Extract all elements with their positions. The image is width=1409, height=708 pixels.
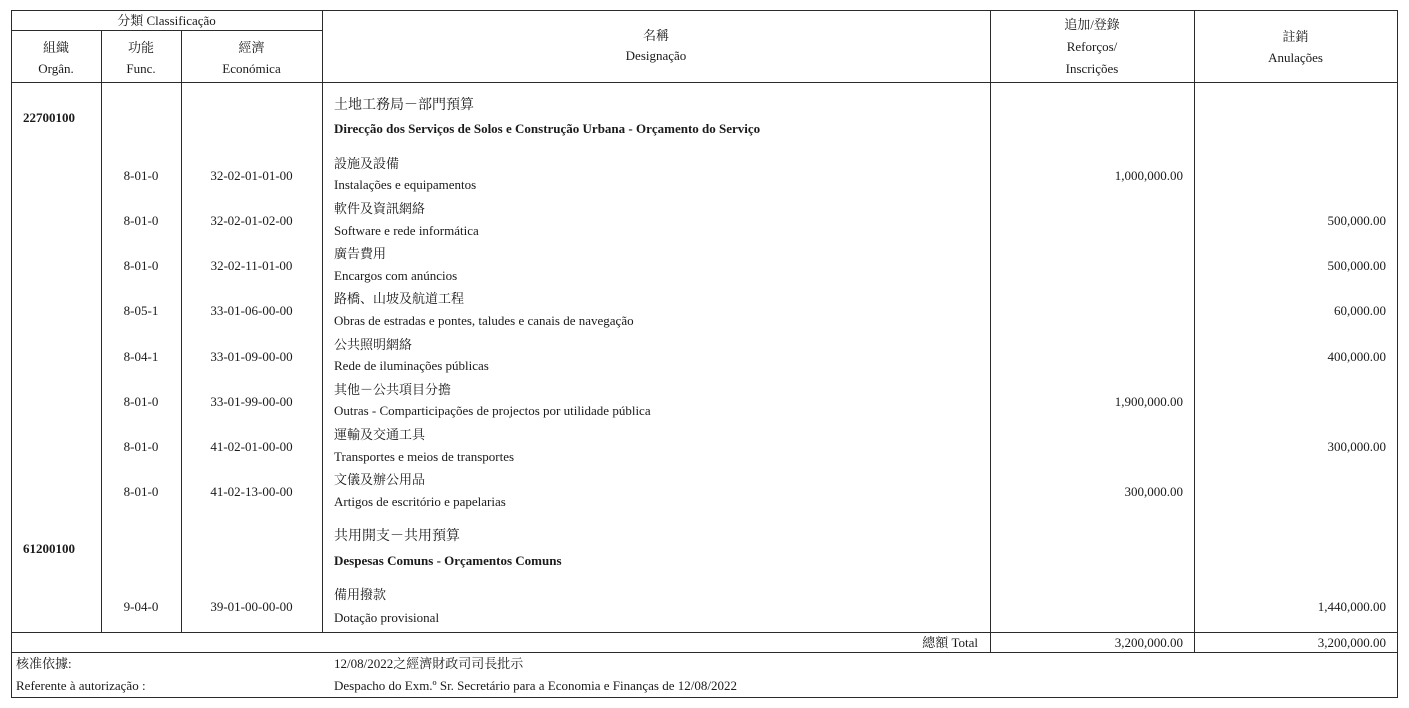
row-designation-pt: Dotação provisional	[334, 610, 440, 625]
section-title-zh: 共用開支－共用預算	[334, 529, 460, 544]
row-func-code: 8-01-0	[123, 394, 159, 409]
row-designation-pt: Rede de iluminações públicas	[334, 358, 489, 373]
row-designation-zh: 文儀及辦公用品	[334, 472, 426, 487]
header-functional-pt: Func.	[126, 61, 156, 76]
header-classification: 分類 Classificação	[117, 13, 216, 28]
row-annul-amount: 500,000.00	[1327, 258, 1386, 273]
row-econ-code: 32-02-01-01-00	[210, 168, 293, 183]
col-line-econ	[322, 10, 323, 633]
row-func-code: 8-04-1	[123, 349, 159, 364]
header-annul-zh: 註銷	[1282, 29, 1309, 44]
row-designation-pt: Transportes e meios de transportes	[334, 449, 515, 464]
row-designation-zh: 公共照明網絡	[334, 337, 413, 352]
body-bottom-line	[11, 632, 1398, 633]
section-org-code: 22700100	[23, 110, 75, 125]
header-annul-pt: Anulações	[1268, 50, 1323, 65]
header-reinforce-pt2: Inscrições	[1065, 61, 1119, 76]
row-func-code: 8-01-0	[123, 484, 159, 499]
section-org-code: 61200100	[23, 541, 75, 556]
row-annul-amount: 500,000.00	[1327, 213, 1386, 228]
row-econ-code: 41-02-13-00-00	[210, 484, 293, 499]
header-designation-zh: 名稱	[642, 28, 669, 43]
row-annul-amount: 300,000.00	[1327, 439, 1386, 454]
header-functional-zh: 功能	[127, 40, 154, 55]
row-designation-pt: Software e rede informática	[334, 223, 479, 238]
header-organic-pt: Orgân.	[38, 61, 74, 76]
classification-underline	[11, 30, 322, 31]
row-designation-pt: Outras - Comparticipações de projectos por utilidade pública	[334, 403, 651, 418]
row-func-code: 8-01-0	[123, 258, 159, 273]
authorization-text-zh: 12/08/2022之經濟財政司司長批示	[334, 656, 524, 671]
total-annul-amount: 3,200,000.00	[1317, 635, 1386, 650]
row-econ-code: 33-01-09-00-00	[210, 349, 293, 364]
header-organic-zh: 組織	[42, 40, 69, 55]
header-reinforce-pt1: Reforços/	[1066, 39, 1118, 54]
col-line-org	[101, 30, 102, 633]
header-bottom-line	[11, 82, 1398, 83]
row-func-code: 8-01-0	[123, 439, 159, 454]
row-designation-zh: 路橋、山坡及航道工程	[334, 291, 465, 306]
col-line-func	[181, 30, 182, 633]
total-reinforce-amount: 3,200,000.00	[1114, 635, 1183, 650]
row-func-code: 8-01-0	[123, 213, 159, 228]
border-right	[1397, 10, 1398, 698]
border-top	[11, 10, 1398, 11]
row-reinforce-amount: 1,900,000.00	[1114, 394, 1183, 409]
authorization-text-pt: Despacho do Exm.º Sr. Secretário para a Economia e Finanças de 12/08/2022	[334, 678, 737, 693]
authorization-label-pt: Referente à autorização :	[16, 678, 146, 693]
section-title-pt: Direcção dos Serviços de Solos e Construção Urbana - Orçamento do Serviço	[334, 121, 761, 136]
header-reinforce-zh: 追加/登錄	[1064, 17, 1120, 32]
row-reinforce-amount: 300,000.00	[1124, 484, 1183, 499]
header-designation-pt: Designação	[625, 48, 687, 63]
row-designation-zh: 設施及設備	[334, 156, 400, 171]
row-designation-pt: Instalações e equipamentos	[334, 177, 477, 192]
col-line-reinforce	[1194, 10, 1195, 653]
row-designation-zh: 軟件及資訊網絡	[334, 201, 426, 216]
row-annul-amount: 60,000.00	[1334, 303, 1386, 318]
row-designation-pt: Artigos de escritório e papelarias	[334, 494, 506, 509]
authorization-label-zh: 核准依據:	[16, 656, 72, 671]
header-economic-pt: Económica	[222, 61, 281, 76]
row-reinforce-amount: 1,000,000.00	[1114, 168, 1183, 183]
col-line-designation	[990, 10, 991, 653]
section-title-pt: Despesas Comuns - Orçamentos Comuns	[334, 553, 562, 568]
row-econ-code: 32-02-11-01-00	[210, 258, 293, 273]
border-bottom	[11, 697, 1398, 698]
row-econ-code: 33-01-06-00-00	[210, 303, 293, 318]
total-bottom-line	[11, 652, 1398, 653]
row-func-code: 8-01-0	[123, 168, 159, 183]
row-annul-amount: 1,440,000.00	[1317, 599, 1386, 614]
row-designation-pt: Obras de estradas e pontes, taludes e canais de navegação	[334, 313, 634, 328]
row-econ-code: 41-02-01-00-00	[210, 439, 293, 454]
header-economic-zh: 經濟	[238, 40, 265, 55]
row-func-code: 8-05-1	[123, 303, 159, 318]
border-left	[11, 10, 12, 698]
row-designation-zh: 備用撥款	[334, 587, 387, 602]
row-func-code: 9-04-0	[123, 599, 159, 614]
row-econ-code: 33-01-99-00-00	[210, 394, 293, 409]
row-econ-code: 39-01-00-00-00	[210, 599, 293, 614]
row-designation-pt: Encargos com anúncios	[334, 268, 458, 283]
row-designation-zh: 廣告費用	[334, 246, 387, 261]
row-designation-zh: 其他－公共項目分擔	[334, 382, 452, 397]
section-title-zh: 土地工務局－部門預算	[334, 98, 474, 113]
total-label: 總額 Total	[922, 635, 978, 650]
row-econ-code: 32-02-01-02-00	[210, 213, 293, 228]
row-annul-amount: 400,000.00	[1327, 349, 1386, 364]
row-designation-zh: 運輸及交通工具	[334, 427, 426, 442]
